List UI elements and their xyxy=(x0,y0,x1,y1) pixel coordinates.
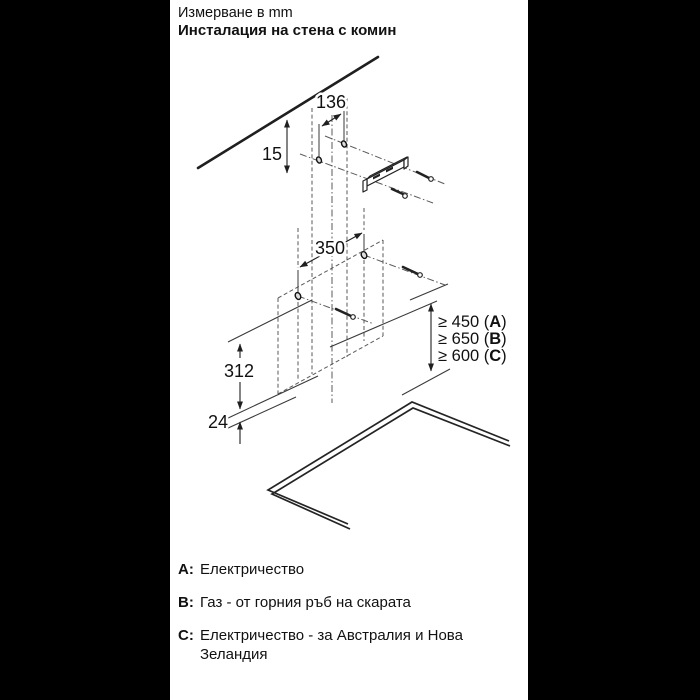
dimension-350-label: 350 xyxy=(314,238,346,258)
wall-plate-outline xyxy=(278,240,383,394)
clearance-650-label: ≥ 650 (B) xyxy=(438,330,507,348)
dimension-15 xyxy=(262,120,287,173)
hood-edge-lines xyxy=(223,284,450,429)
legend-text-b: Газ - от горния ръб на скарата xyxy=(200,594,411,611)
wall-anchor-holes xyxy=(294,140,368,300)
dimension-350 xyxy=(298,233,364,292)
clearance-450-label: ≥ 450 (A) xyxy=(438,313,507,331)
clearance-600-label: ≥ 600 (C) xyxy=(438,347,507,365)
dimension-15-label: 15 xyxy=(261,144,282,164)
ceiling-line xyxy=(198,57,378,168)
dimension-312-label: 312 xyxy=(223,361,255,381)
legend-key-a: A: xyxy=(178,561,194,578)
clearance-dimension xyxy=(431,304,507,371)
legend-key-c: C: xyxy=(178,627,194,644)
mounting-screws xyxy=(336,172,433,319)
legend-text-c: Електричество - за Австралия и Нова Зеландия xyxy=(200,627,463,663)
dimension-24-label: 24 xyxy=(207,412,228,432)
chimney-bracket xyxy=(363,157,408,192)
manual-page xyxy=(170,0,528,700)
hob-outline xyxy=(268,402,510,529)
dimension-24 xyxy=(208,412,240,444)
legend-key-b: B: xyxy=(178,594,194,611)
legend-item-a xyxy=(178,560,523,579)
page-title: Инсталация на стена с комин xyxy=(178,22,397,39)
dimension-312 xyxy=(224,344,254,409)
legend-text-a: Електричество xyxy=(200,561,305,578)
screw-axis-lines xyxy=(298,136,445,324)
dimension-136-label: 136 xyxy=(315,92,347,112)
legend-item-b xyxy=(178,593,523,612)
measurement-unit-note: Измерване в mm xyxy=(178,5,293,21)
dimension-136 xyxy=(316,92,346,157)
legend-item-c xyxy=(178,626,523,664)
legend xyxy=(178,560,523,678)
